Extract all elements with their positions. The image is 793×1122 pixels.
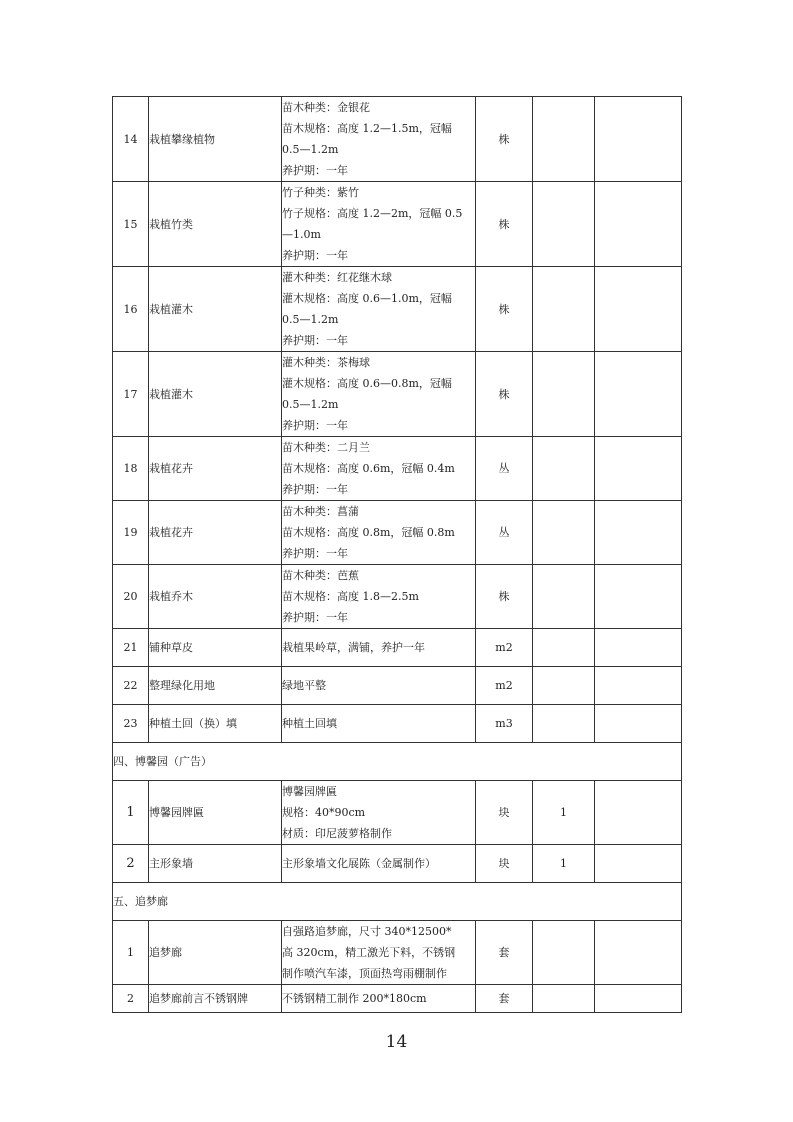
item-number: 18 bbox=[113, 437, 149, 501]
item-spec bbox=[282, 97, 476, 182]
spec-line: 养护期：一年 bbox=[282, 249, 348, 262]
item-unit: 丛 bbox=[476, 501, 533, 565]
item-number: 23 bbox=[113, 705, 149, 743]
item-name: 栽植竹类 bbox=[149, 182, 282, 267]
item-remark bbox=[595, 629, 682, 667]
item-unit: m3 bbox=[476, 705, 533, 743]
spec-line: 主形象墙文化展陈（金属制作） bbox=[282, 857, 436, 870]
spec-line: 苗木种类：菖蒲 bbox=[282, 505, 359, 518]
item-quantity bbox=[533, 267, 595, 352]
table-row bbox=[113, 667, 682, 705]
spec-line: 不锈钢精工制作 200*180cm bbox=[282, 992, 427, 1005]
spec-line: 养护期：一年 bbox=[282, 419, 348, 432]
spec-line: 苗木种类：二月兰 bbox=[282, 441, 370, 454]
item-name: 栽植灌木 bbox=[149, 267, 282, 352]
item-number: 17 bbox=[113, 352, 149, 437]
item-name: 追梦廊前言不锈钢牌 bbox=[149, 985, 282, 1013]
spec-line: 灌木规格：高度 0.6—1.0m，冠幅 bbox=[282, 292, 452, 305]
spec-line: 高 320cm，精工激光下料，不锈钢 bbox=[282, 946, 456, 959]
table-row bbox=[113, 845, 682, 883]
item-quantity bbox=[533, 97, 595, 182]
spec-line: 种植土回填 bbox=[282, 717, 337, 730]
item-name: 栽植灌木 bbox=[149, 352, 282, 437]
table-row bbox=[113, 182, 682, 267]
item-name: 栽植花卉 bbox=[149, 501, 282, 565]
spec-line: 0.5—1.2m bbox=[282, 143, 339, 156]
table-row bbox=[113, 501, 682, 565]
table-row bbox=[113, 781, 682, 845]
item-remark bbox=[595, 267, 682, 352]
item-number: 21 bbox=[113, 629, 149, 667]
item-remark bbox=[595, 97, 682, 182]
spec-line: 竹子种类：紫竹 bbox=[282, 186, 359, 199]
item-remark bbox=[595, 781, 682, 845]
item-number: 20 bbox=[113, 565, 149, 629]
table-row bbox=[113, 705, 682, 743]
spec-line: 灌木种类：红花继木球 bbox=[282, 271, 392, 284]
item-quantity bbox=[533, 667, 595, 705]
item-remark bbox=[595, 352, 682, 437]
spec-line: —1.0m bbox=[282, 228, 321, 241]
item-quantity bbox=[533, 629, 595, 667]
item-quantity bbox=[533, 352, 595, 437]
item-quantity bbox=[533, 565, 595, 629]
item-unit: 套 bbox=[476, 985, 533, 1013]
table-row bbox=[113, 921, 682, 985]
spec-line: 养护期：一年 bbox=[282, 164, 348, 177]
item-remark bbox=[595, 705, 682, 743]
item-quantity bbox=[533, 921, 595, 985]
item-spec bbox=[282, 182, 476, 267]
table-row bbox=[113, 97, 682, 182]
page-number: 14 bbox=[385, 1032, 408, 1052]
item-remark bbox=[595, 985, 682, 1013]
item-spec bbox=[282, 705, 476, 743]
item-remark bbox=[595, 501, 682, 565]
item-unit: m2 bbox=[476, 667, 533, 705]
item-spec bbox=[282, 781, 476, 845]
spec-line: 规格：40*90cm bbox=[282, 806, 366, 819]
item-quantity: 1 bbox=[533, 845, 595, 883]
spec-line: 苗木规格：高度 1.8—2.5m bbox=[282, 590, 419, 603]
item-name: 栽植乔木 bbox=[149, 565, 282, 629]
section-row bbox=[113, 883, 682, 921]
item-name: 种植土回（换）填 bbox=[149, 705, 282, 743]
spec-line: 养护期：一年 bbox=[282, 483, 348, 496]
item-spec bbox=[282, 565, 476, 629]
item-name: 主形象墙 bbox=[149, 845, 282, 883]
spec-line: 0.5—1.2m bbox=[282, 313, 339, 326]
table-row bbox=[113, 267, 682, 352]
section-title-5: 五、追梦廊 bbox=[113, 883, 682, 921]
bill-table bbox=[112, 96, 682, 1013]
item-number: 16 bbox=[113, 267, 149, 352]
spec-line: 自强路追梦廊，尺寸 340*12500* bbox=[282, 925, 452, 938]
item-spec bbox=[282, 437, 476, 501]
item-quantity bbox=[533, 985, 595, 1013]
item-unit: 株 bbox=[476, 565, 533, 629]
item-spec bbox=[282, 845, 476, 883]
spec-line: 苗木规格：高度 0.6m，冠幅 0.4m bbox=[282, 462, 455, 475]
spec-line: 0.5—1.2m bbox=[282, 398, 339, 411]
spec-line: 养护期：一年 bbox=[282, 547, 348, 560]
item-name: 博馨园牌匾 bbox=[149, 781, 282, 845]
spec-line: 苗木规格：高度 0.8m，冠幅 0.8m bbox=[282, 526, 455, 539]
spec-line: 苗木种类：金银花 bbox=[282, 101, 370, 114]
table-row bbox=[113, 352, 682, 437]
spec-line: 苗木种类：芭蕉 bbox=[282, 569, 359, 582]
item-unit: 株 bbox=[476, 267, 533, 352]
spec-line: 绿地平整 bbox=[282, 679, 326, 692]
item-quantity: 1 bbox=[533, 781, 595, 845]
item-spec bbox=[282, 501, 476, 565]
item-quantity bbox=[533, 501, 595, 565]
item-unit: 株 bbox=[476, 352, 533, 437]
table-row bbox=[113, 985, 682, 1013]
section-title-4: 四、博馨园（广告） bbox=[113, 743, 682, 781]
item-unit: 株 bbox=[476, 97, 533, 182]
item-name: 整理绿化用地 bbox=[149, 667, 282, 705]
spec-line: 栽植果岭草，满铺，养护一年 bbox=[282, 641, 425, 654]
spec-line: 灌木规格：高度 0.6—0.8m，冠幅 bbox=[282, 377, 452, 390]
section-row bbox=[113, 743, 682, 781]
spec-line: 养护期：一年 bbox=[282, 611, 348, 624]
item-spec bbox=[282, 985, 476, 1013]
item-unit: 块 bbox=[476, 845, 533, 883]
item-unit: 株 bbox=[476, 182, 533, 267]
table-row bbox=[113, 629, 682, 667]
spec-line: 制作喷汽车漆，顶面热弯雨棚制作 bbox=[282, 967, 447, 980]
item-number: 15 bbox=[113, 182, 149, 267]
item-name: 栽植花卉 bbox=[149, 437, 282, 501]
item-quantity bbox=[533, 705, 595, 743]
item-spec bbox=[282, 667, 476, 705]
item-remark bbox=[595, 845, 682, 883]
spec-line: 竹子规格：高度 1.2—2m，冠幅 0.5 bbox=[282, 207, 463, 220]
item-remark bbox=[595, 921, 682, 985]
spec-line: 苗木规格：高度 1.2—1.5m，冠幅 bbox=[282, 122, 452, 135]
item-name: 追梦廊 bbox=[149, 921, 282, 985]
spec-line: 养护期：一年 bbox=[282, 334, 348, 347]
item-spec bbox=[282, 352, 476, 437]
item-remark bbox=[595, 667, 682, 705]
item-unit: m2 bbox=[476, 629, 533, 667]
item-spec bbox=[282, 267, 476, 352]
item-name: 栽植攀缘植物 bbox=[149, 97, 282, 182]
item-name: 铺种草皮 bbox=[149, 629, 282, 667]
item-spec bbox=[282, 921, 476, 985]
item-number: 22 bbox=[113, 667, 149, 705]
item-unit: 块 bbox=[476, 781, 533, 845]
spec-line: 灌木种类：茶梅球 bbox=[282, 356, 370, 369]
item-remark bbox=[595, 182, 682, 267]
item-remark bbox=[595, 565, 682, 629]
item-number: 2 bbox=[113, 985, 149, 1013]
table-row bbox=[113, 565, 682, 629]
item-unit: 套 bbox=[476, 921, 533, 985]
item-number: 1 bbox=[113, 781, 149, 845]
spec-line: 博馨园牌匾 bbox=[282, 785, 337, 798]
spec-line: 材质：印尼菠萝格制作 bbox=[282, 827, 392, 840]
item-quantity bbox=[533, 182, 595, 267]
item-number: 2 bbox=[113, 845, 149, 883]
item-number: 19 bbox=[113, 501, 149, 565]
table-row bbox=[113, 437, 682, 501]
item-number: 1 bbox=[113, 921, 149, 985]
item-number: 14 bbox=[113, 97, 149, 182]
item-spec bbox=[282, 629, 476, 667]
item-remark bbox=[595, 437, 682, 501]
item-unit: 丛 bbox=[476, 437, 533, 501]
item-quantity bbox=[533, 437, 595, 501]
